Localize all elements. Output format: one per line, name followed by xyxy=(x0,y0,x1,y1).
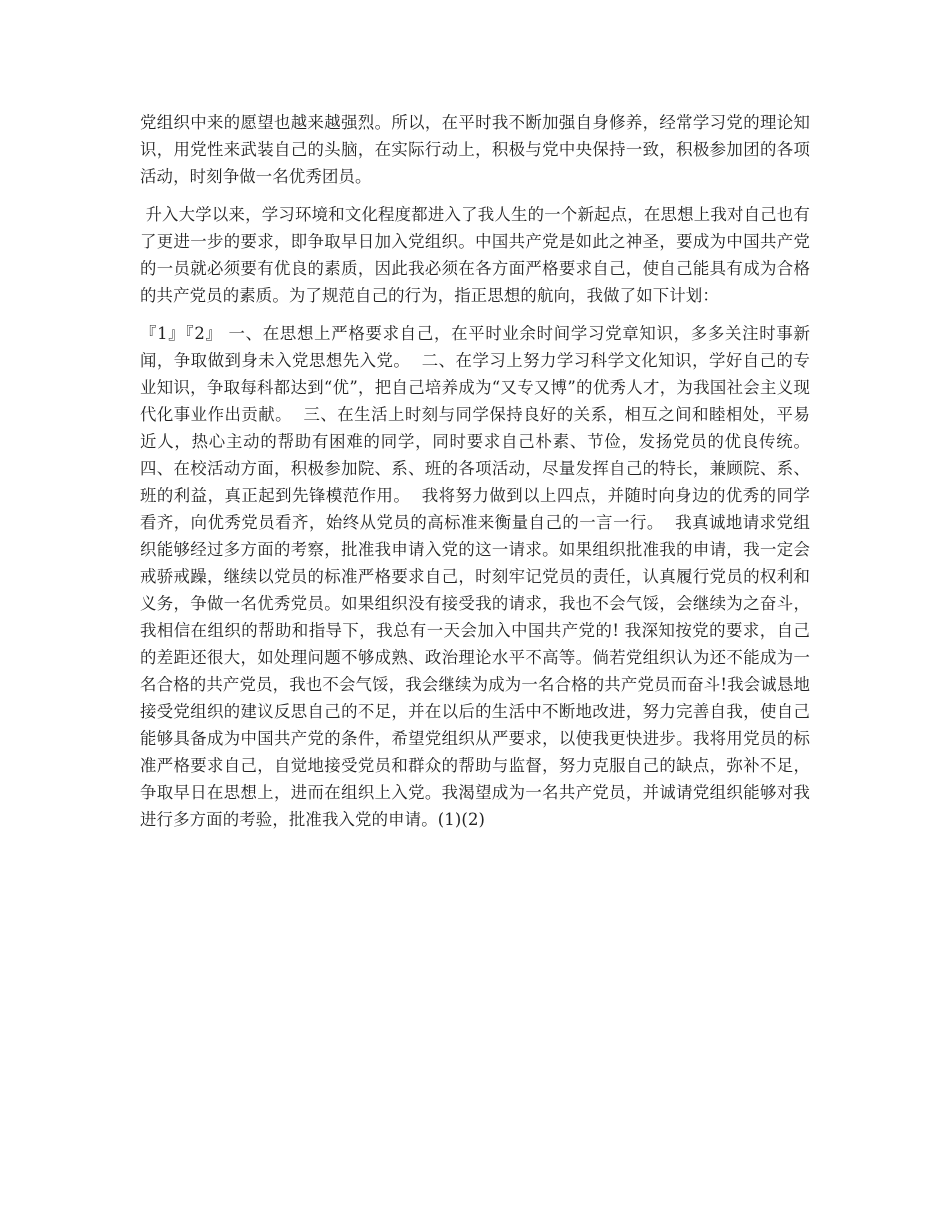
paragraph-intro: 党组织中来的愿望也越来越强烈。所以，在平时我不断加强自身修养，经常学习党的理论知识，用党性来武装自己的头脑，在实际行动上，积极与党中央保持一致，积极参加团的各项活动，时刻争做一名优秀团员。 xyxy=(140,113,810,186)
paragraph-university: 升入大学以来，学习环境和文化程度都进入了我人生的一个新起点，在思想上我对自己也有了更进一步的要求，即争取早日加入党组织。中国共产党是如此之神圣，要成为中国共产党的一员就必须要有优良的素质，因此我必须在各方面严格要求自己，使自己能具有成为合格的共产党员的素质。为了规范自己的行为，指正思想的航向，我做了如下计划： xyxy=(140,205,810,305)
document-body xyxy=(140,109,821,844)
paragraph-plan: 『1』『2』 一、在思想上严格要求自己，在平时业余时间学习党章知识，多多关注时事新闻，争取做到身未入党思想先入党。 二、在学习上努力学习科学文化知识，学好自己的专业知识，争取每科都达到“优”，把自己培养成为“又专又博”的优秀人才，为我国社会主义现代化事业作出贡献。 三、在生活上时刻与同学保持良好的关系，相互之间和睦相处，平易近人，热心主动的帮助有困难的同学，同时要求自己朴素、节俭，发扬党员的优良传统。 四、在校活动方面，积极参加院、系、班的各项活动，尽量发挥自己的特长，兼顾院、系、班的利益，真正起到先锋模范作用。 我将努力做到以上四点，并随时向身边的优秀的同学看齐，向优秀党员看齐，始终从党员的高标准来衡量自己的一言一行。 我真诚地请求党组织能够经过多方面的考察，批准我申请入党的这一请求。如果组织批准我的申请，我一定会戒骄戒躁，继续以党员的标准严格要求自己，时刻牢记党员的责任，认真履行党员的权利和义务，争做一名优秀党员。如果组织没有接受我的请求，我也不会气馁，会继续为之奋斗，我相信在组织的帮助和指导下，我总有一天会加入中国共产党的! 我深知按党的要求，自己的差距还很大，如处理问题不够成熟、政治理论水平不高等。倘若党组织认为还不能成为一名合格的共产党员，我也不会气馁，我会继续为成为一名合格的共产党员而奋斗!我会诚恳地接受党组织的建议反思自己的不足，并在以后的生活中不断地改进，努力完善自我，使自己能够具备成为中国共产党的条件，希望党组织从严要求，以使我更快进步。我将用党员的标准严格要求自己，自觉地接受党员和群众的帮助与监督，努力克服自己的缺点，弥补不足，争取早日在思想上，进而在组织上入党。我渴望成为一名共产党员，并诚请党组织能够对我进行多方面的考验，批准我入党的申请。(1)(2) xyxy=(140,324,821,829)
